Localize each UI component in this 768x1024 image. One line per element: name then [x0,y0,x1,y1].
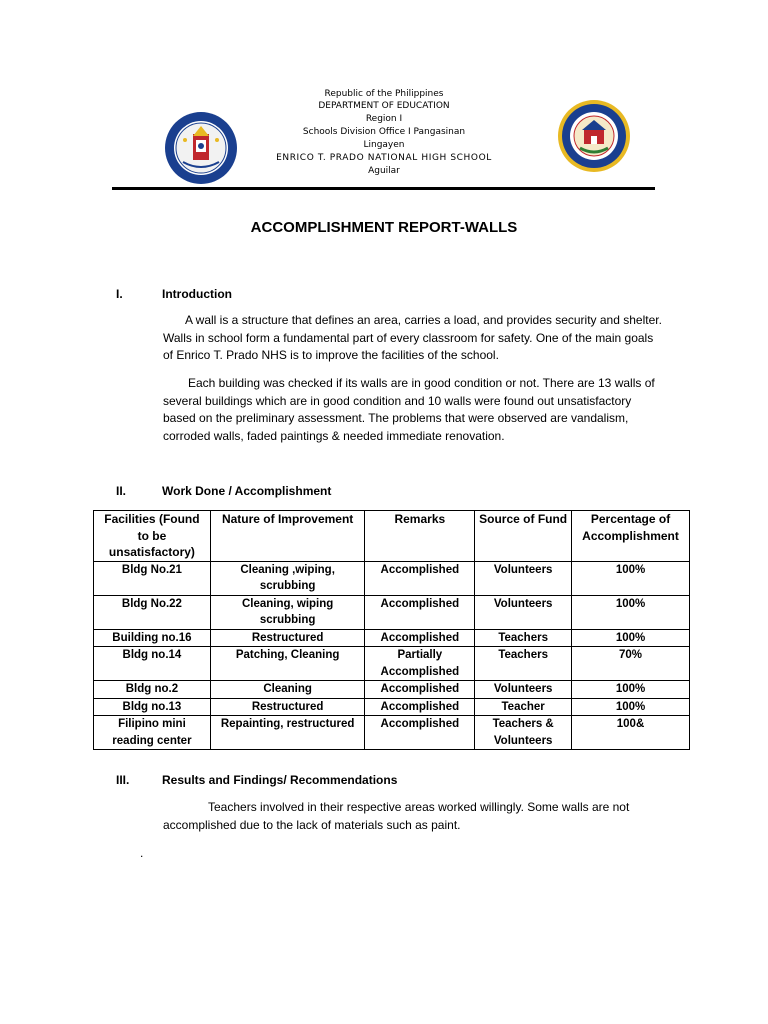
cell-improvement: Repainting, restructured [210,716,365,750]
header-line-region: Region I [365,114,403,124]
cell-fund: Volunteers [475,595,572,629]
header-divider [112,187,655,190]
cell-fund: Teacher [475,698,572,716]
section-2-title: Work Done / Accomplishment [162,484,332,498]
header-nature-of-improvement: Nature of Improvement [210,511,365,562]
header-line-republic: Republic of the Philippines [324,89,444,99]
table-row [94,681,690,699]
cell-improvement: Patching, Cleaning [210,647,365,681]
cell-percentage: 100% [572,698,690,716]
cell-improvement: Restructured [210,698,365,716]
header-line-deped: DEPARTMENT OF EDUCATION [318,101,450,111]
header-line-lingayen: Lingayen [363,140,405,150]
cell-percentage: 100& [572,716,690,750]
cell-facility: Building no.16 [94,629,211,647]
cell-percentage: 100% [572,681,690,699]
cell-fund: Volunteers [475,681,572,699]
cell-percentage: 100% [572,561,690,595]
table-header-row [94,511,690,562]
cell-percentage: 100% [572,629,690,647]
cell-facility: Filipino mini reading center [94,716,211,750]
cell-percentage: 70% [572,647,690,681]
header-remarks: Remarks [365,511,475,562]
cell-facility: Bldg no.14 [94,647,211,681]
table-row [94,647,690,681]
cell-fund: Teachers [475,629,572,647]
accomplishment-table [93,510,690,750]
cell-facility: Bldg No.22 [94,595,211,629]
section-1-title: Introduction [162,287,232,301]
header-line-school: ENRICO T. PRADO NATIONAL HIGH SCHOOL [276,153,492,163]
cell-improvement: Cleaning [210,681,365,699]
table-row [94,561,690,595]
cell-fund: Teachers [475,647,572,681]
cell-remarks: Accomplished [365,629,475,647]
header-percentage: Percentage of Accomplishment [572,511,690,562]
intro-paragraph-1: A wall is a structure that defines an area, carries a load, and provides security and shelter. Walls in school form a fundamental part of every classroom for safety. One of the main goals of Enrico T. Prado NHS is to improve the facilities of the school. [163,313,662,362]
table-row [94,716,690,750]
cell-facility: Bldg no.2 [94,681,211,699]
cell-remarks: Accomplished [365,681,475,699]
table-row [94,629,690,647]
sdo-pangasinan-seal-logo [556,98,632,179]
section-3-title: Results and Findings/ Recommendations [162,773,398,787]
cell-remarks: Accomplished [365,561,475,595]
cell-facility: Bldg no.13 [94,698,211,716]
cell-remarks: Accomplished [365,716,475,750]
cell-improvement: Restructured [210,629,365,647]
section-1-number: I. [116,287,123,301]
header-source-of-fund: Source of Fund [475,511,572,562]
cell-improvement: Cleaning ,wiping, scrubbing [210,561,365,595]
header-line-division: Schools Division Office I Pangasinan [302,127,466,137]
table-row [94,595,690,629]
trailing-mark: . [140,846,144,860]
cell-fund: Teachers & Volunteers [475,716,572,750]
header-facilities: Facilities (Found to be unsatisfactory) [94,511,211,562]
cell-remarks: Partially Accomplished [365,647,475,681]
section-3-number: III. [116,773,130,787]
cell-fund: Volunteers [475,561,572,595]
cell-remarks: Accomplished [365,698,475,716]
cell-remarks: Accomplished [365,595,475,629]
report-title: ACCOMPLISHMENT REPORT-WALLS [250,219,518,236]
results-paragraph: Teachers involved in their respective areas worked willingly. Some walls are not accomplished due to the lack of materials such as paint. [163,800,630,832]
sdo-seal-icon [556,98,632,174]
cell-percentage: 100% [572,595,690,629]
table-row [94,698,690,716]
section-2-number: II. [116,484,127,498]
cell-facility: Bldg No.21 [94,561,211,595]
intro-paragraph-2: Each building was checked if its walls are in good condition or not. There are 13 walls of several buildings which are in good condition and 10 walls were found out unsatisfactory based on the preliminary assessment. The problems that were observed are vandalism, corroded walls, faded paintings & needed immediate renovation. [163,376,655,443]
cell-improvement: Cleaning, wiping scrubbing [210,595,365,629]
header-line-town: Aguilar [368,166,400,176]
